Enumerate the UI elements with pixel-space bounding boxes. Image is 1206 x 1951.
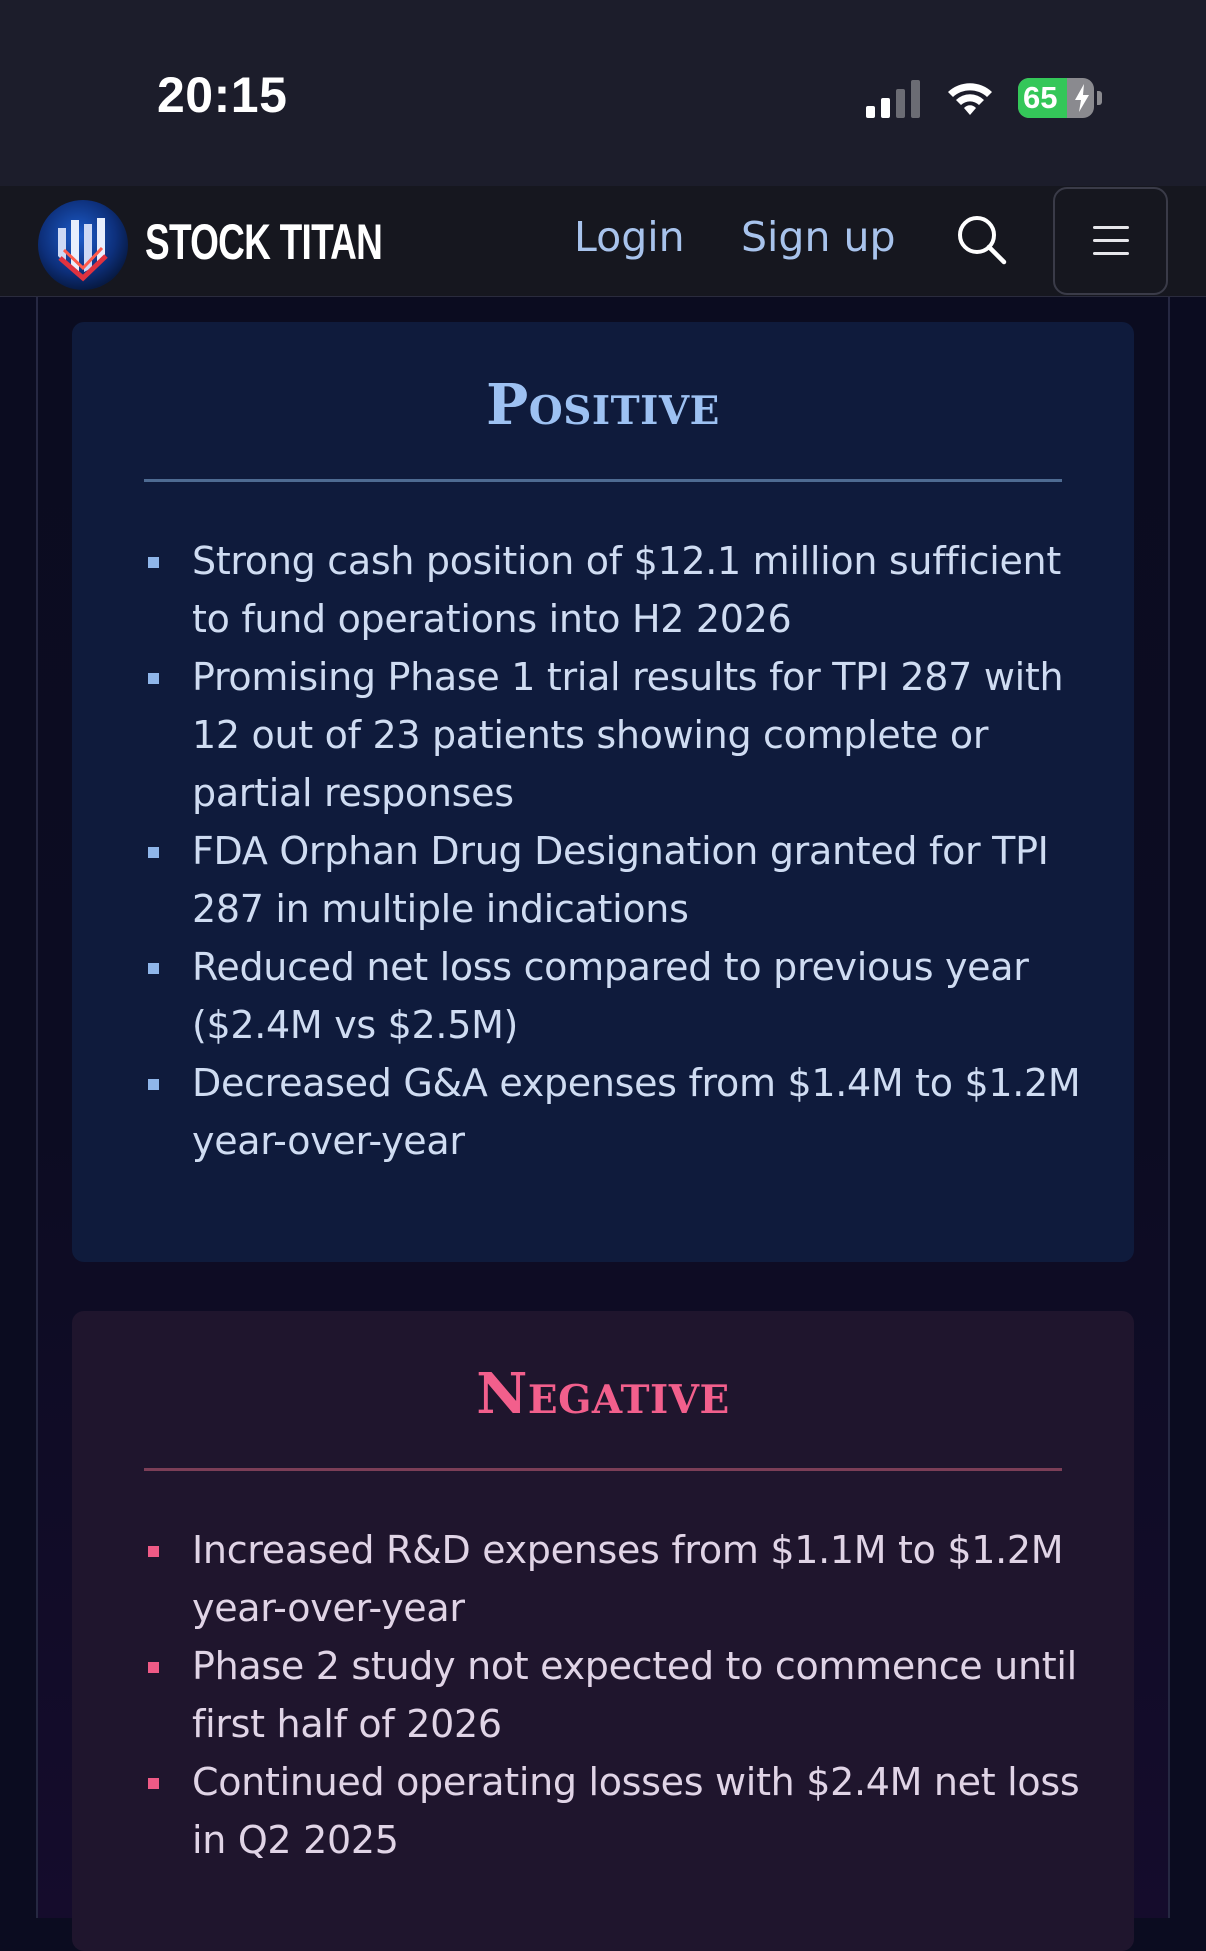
battery-charging-icon bbox=[1018, 78, 1094, 118]
list-item: Increased R&D expenses from $1.1M to $1.2M year-over-year bbox=[144, 1521, 1094, 1637]
negative-divider bbox=[144, 1468, 1062, 1471]
square-bullet-icon bbox=[148, 1778, 159, 1789]
hamburger-menu-icon bbox=[1093, 224, 1129, 258]
list-item: Reduced net loss compared to previous year ($2.4M vs $2.5M) bbox=[144, 938, 1094, 1054]
positive-title: Positive bbox=[486, 372, 720, 438]
list-item: Phase 2 study not expected to commence until first half of 2026 bbox=[144, 1637, 1094, 1753]
stock-titan-logo-icon[interactable] bbox=[36, 198, 130, 292]
charging-bolt-icon bbox=[1074, 84, 1090, 112]
status-time: 20:15 bbox=[157, 67, 288, 123]
square-bullet-icon bbox=[148, 673, 159, 684]
negative-title: Negative bbox=[476, 1361, 730, 1427]
square-bullet-icon bbox=[148, 1546, 159, 1557]
signup-link[interactable]: Sign up bbox=[741, 213, 896, 261]
top-navbar bbox=[0, 186, 1206, 297]
cellular-signal-icon bbox=[866, 80, 924, 118]
wifi-icon bbox=[946, 78, 994, 118]
positive-list bbox=[144, 532, 1094, 1170]
battery-percent: 65 bbox=[1023, 80, 1058, 115]
positive-card bbox=[72, 322, 1134, 1262]
list-item: Promising Phase 1 trial results for TPI 287 with 12 out of 23 patients showing complete or partial responses bbox=[144, 648, 1094, 822]
square-bullet-icon bbox=[148, 847, 159, 858]
positive-divider bbox=[144, 479, 1062, 482]
login-link[interactable]: Login bbox=[574, 213, 685, 261]
negative-card bbox=[72, 1311, 1134, 1951]
list-item: Strong cash position of $12.1 million sufficient to fund operations into H2 2026 bbox=[144, 532, 1094, 648]
list-item: Decreased G&A expenses from $1.4M to $1.2M year-over-year bbox=[144, 1054, 1094, 1170]
square-bullet-icon bbox=[148, 963, 159, 974]
list-item: FDA Orphan Drug Designation granted for TPI 287 in multiple indications bbox=[144, 822, 1094, 938]
square-bullet-icon bbox=[148, 1079, 159, 1090]
list-item: Continued operating losses with $2.4M net loss in Q2 2025 bbox=[144, 1753, 1094, 1869]
battery-cap bbox=[1097, 91, 1102, 105]
square-bullet-icon bbox=[148, 1662, 159, 1673]
square-bullet-icon bbox=[148, 557, 159, 568]
negative-list bbox=[144, 1521, 1094, 1869]
brand-name[interactable]: STOCK TITAN bbox=[145, 214, 383, 270]
search-icon[interactable] bbox=[954, 212, 1010, 268]
menu-button[interactable] bbox=[1053, 187, 1168, 295]
status-bar bbox=[0, 0, 1206, 186]
